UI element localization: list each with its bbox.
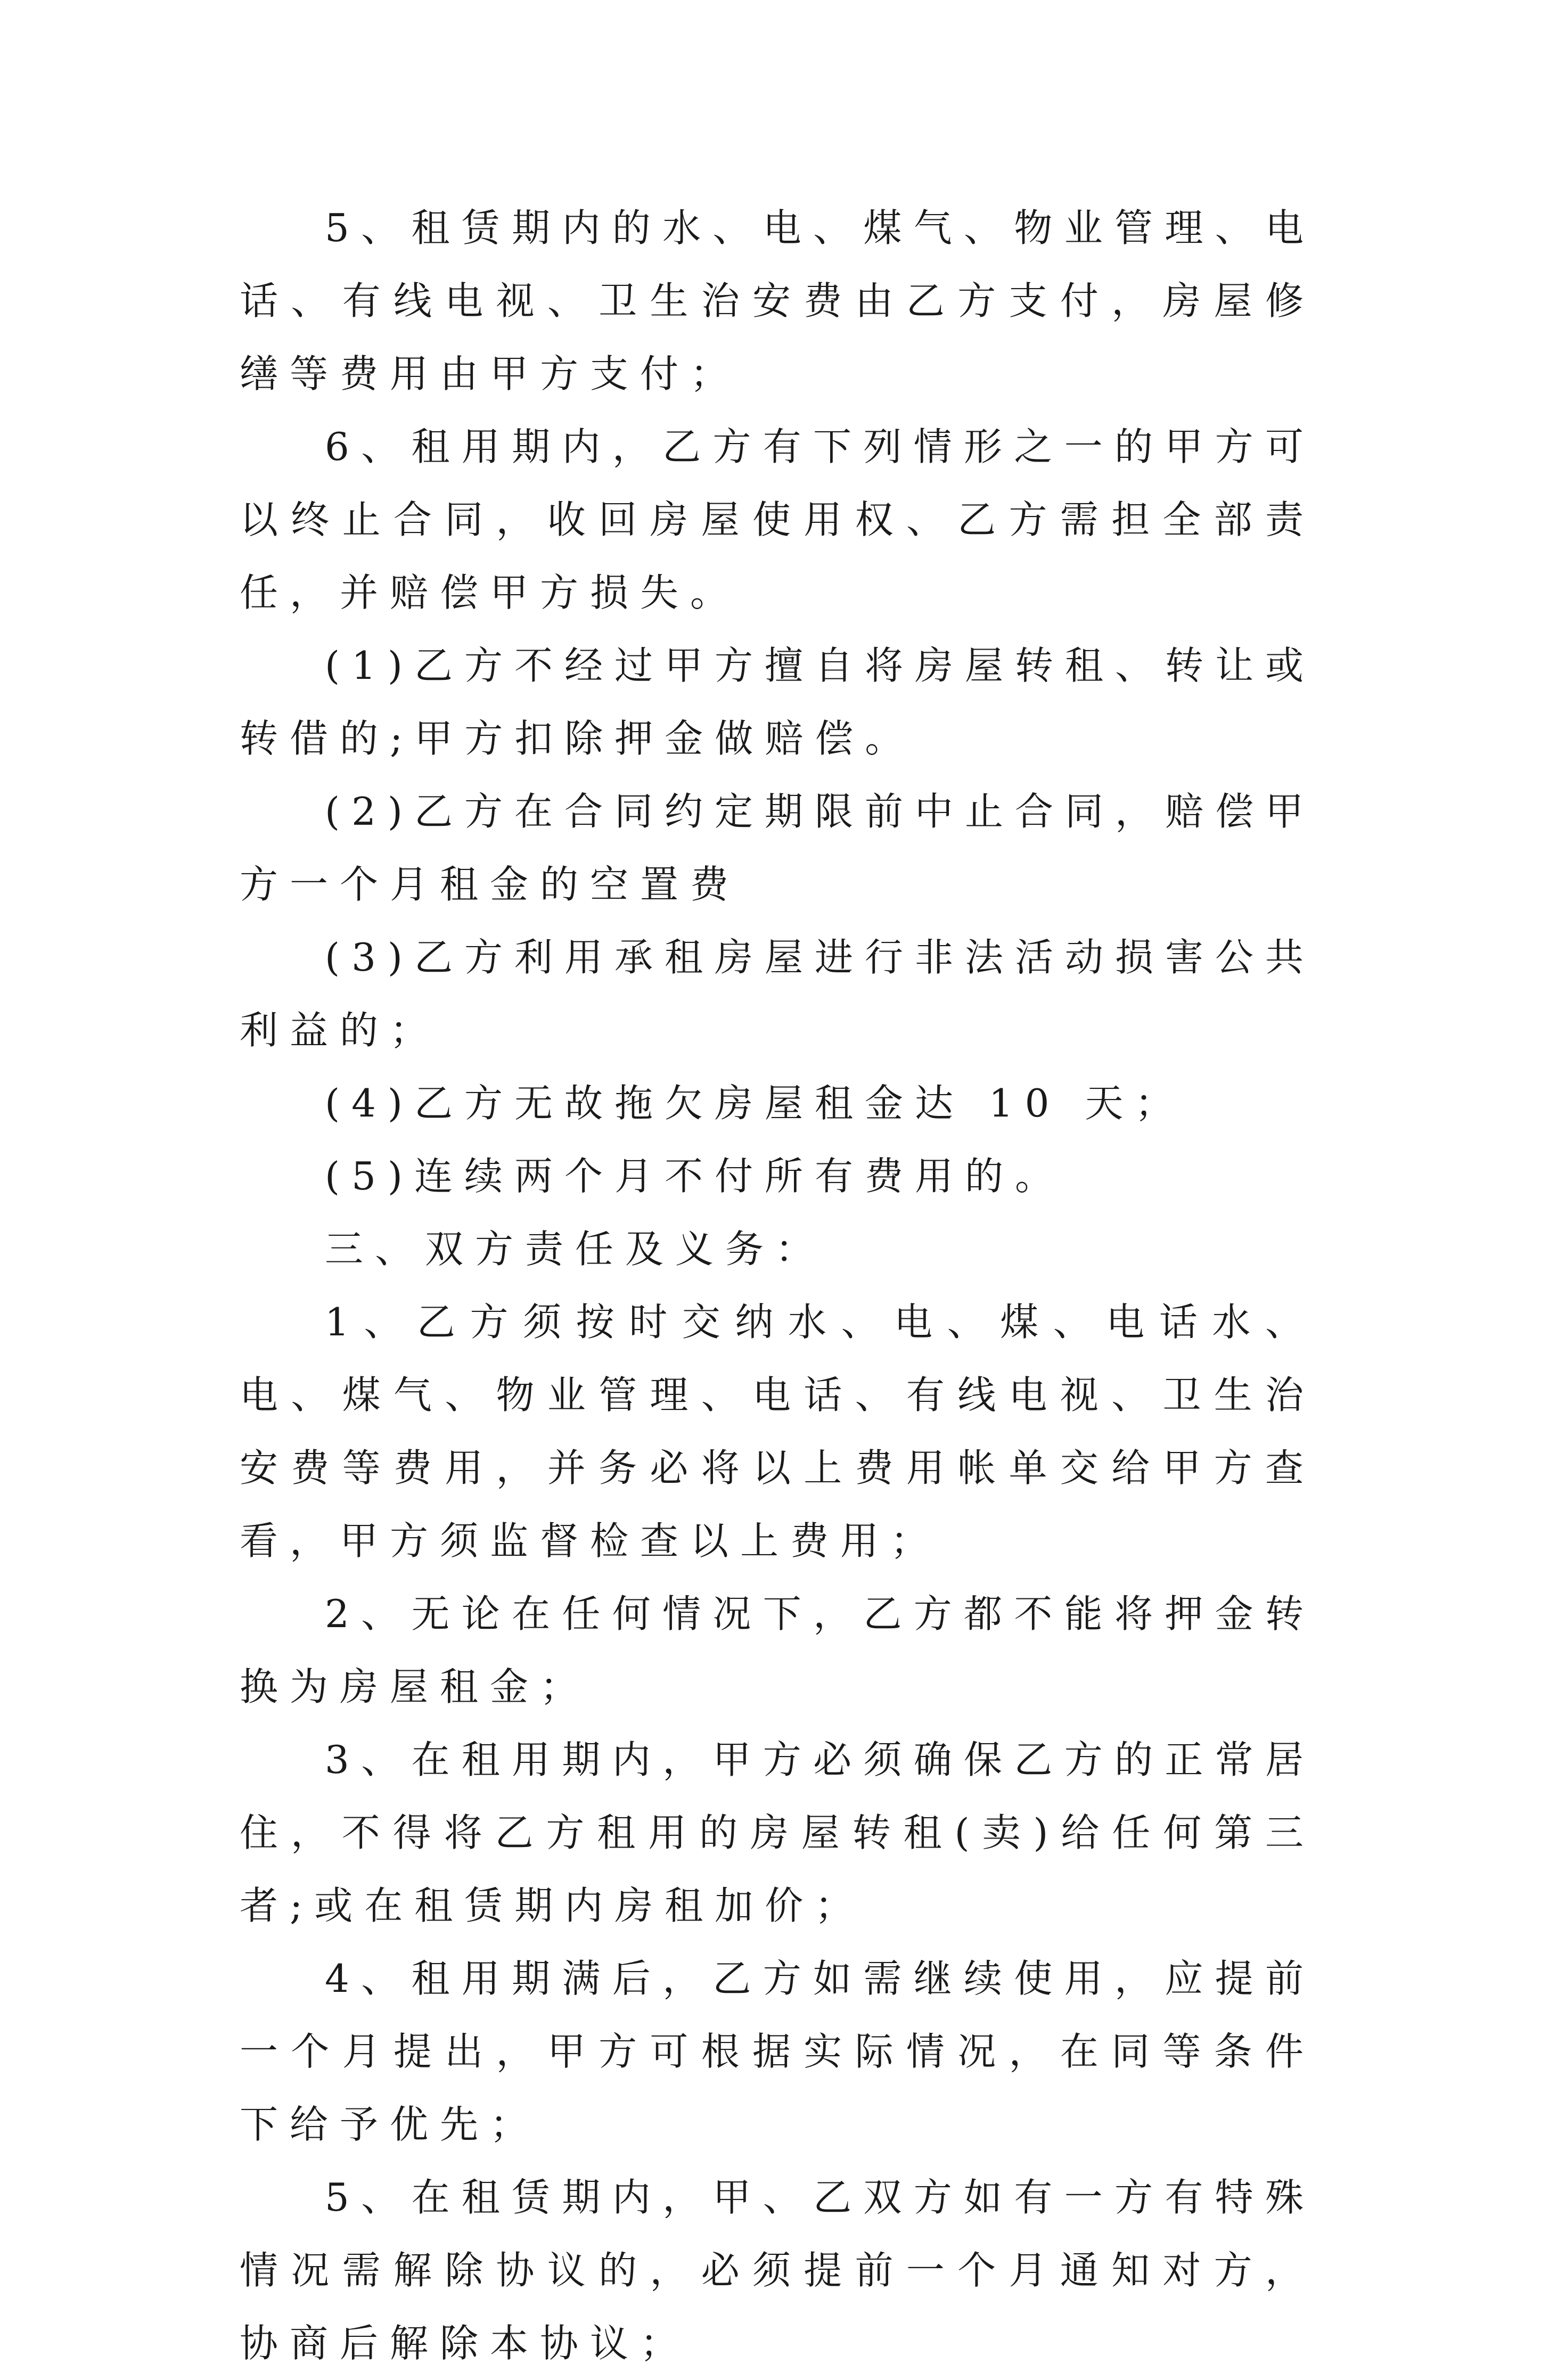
termination-item-1: (1)乙方不经过甲方擅自将房屋转租、转让或转借的;甲方扣除押金做赔偿。 <box>240 643 1315 761</box>
termination-item-5: (5)连续两个月不付所有费用的。 <box>325 1154 1065 1199</box>
duty-5-early-termination: 5、在租赁期内，甲、乙双方如有一方有特殊情况需解除协议的，必须提前一个月通知对方，协商后解除本协议； <box>240 2175 1315 2366</box>
clause-5-utilities: 5、租赁期内的水、电、煤气、物业管理、电话、有线电视、卫生治安费由乙方支付，房屋修缮等费用由甲方支付； <box>240 206 1315 396</box>
section-heading-responsibilities: 三、双方责任及义务： <box>325 1227 826 1271</box>
duty-2-deposit: 2、无论在任何情况下，乙方都不能将押金转换为房屋租金； <box>240 1591 1315 1709</box>
duty-4-renewal: 4、租用期满后，乙方如需继续使用，应提前一个月提出，甲方可根据实际情况，在同等条件下给予优先； <box>240 1956 1315 2147</box>
termination-item-2: (2)乙方在合同约定期限前中止合同，赔偿甲方一个月租金的空置费 <box>240 789 1315 907</box>
termination-item-3: (3)乙方利用承租房屋进行非法活动损害公共利益的； <box>240 935 1315 1053</box>
duty-1-fees: 1、乙方须按时交纳水、电、煤、电话水、电、煤气、物业管理、电话、有线电视、卫生治安费等费用，并务必将以上费用帐单交给甲方查看，甲方须监督检查以上费用； <box>240 1300 1315 1563</box>
termination-item-4: (4)乙方无故拖欠房屋租金达 10 天； <box>325 1081 1185 1126</box>
clause-6-termination: 6、租用期内，乙方有下列情形之一的甲方可以终止合同，收回房屋使用权、乙方需担全部责任，并赔偿甲方损失。 <box>240 424 1315 615</box>
contract-body <box>240 192 1315 2380</box>
duty-3-residence: 3、在租用期内，甲方必须确保乙方的正常居住，不得将乙方租用的房屋转租(卖)给任何第三者;或在租赁期内房租加价； <box>240 1737 1315 1928</box>
